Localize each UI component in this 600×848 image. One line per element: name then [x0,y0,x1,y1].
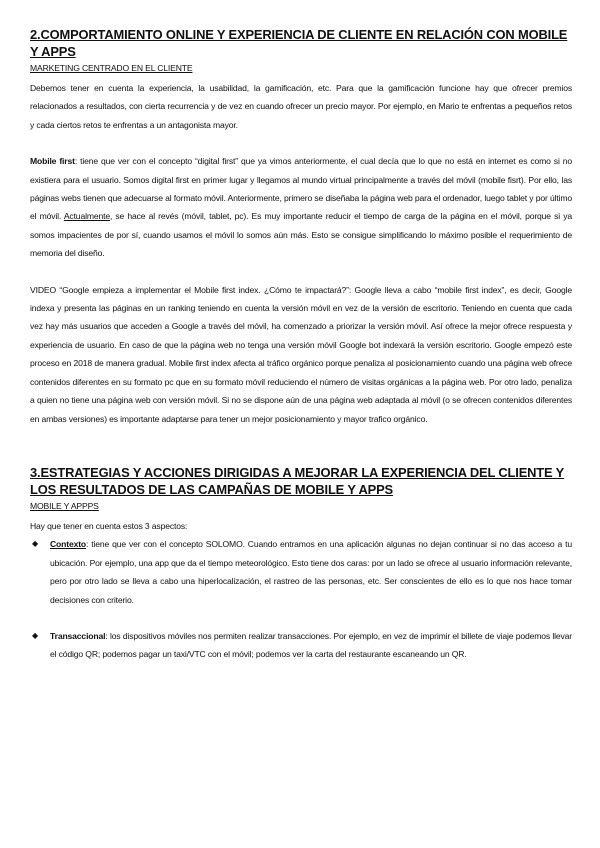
mobile-first-text-2: , se hace al revés (móvil, tablet, pc). Es muy importante reducir el tiempo de carga de la página en el móvil, porque si ya somos impacientes de por sí, cuando usamos el móvil lo somos aún más. Esto se consigue simplificando lo máximo posible el requerimiento de memoria del diseño. [30,211,572,259]
list-item-contexto [30,535,572,609]
mobile-first-label: Mobile first [30,156,75,167]
transaccional-text: : los dispositivos móviles nos permiten realizar transacciones. Por ejemplo, en vez de imprimir el billete de viaje podemos llevar el código QR; podemos pagar un taxi/VTC con el móvil; podemos ver la carta del restaurante escaneando un QR. [50,630,572,660]
section-2-subheading: MARKETING CENTRADO EN EL CLIENTE [30,63,193,73]
list-item-transaccional [30,627,572,664]
mobile-first-text-1: : tiene que ver con el concepto “digital first” que ya vimos anteriormente, el cual decía que lo que no está en internet es como si no existiera para el usuario. Somos digital first en primer lugar y llegamos al mundo virtual principalmente a través del móvil (mobile fisrt). Por ello, las páginas webs tienen que adecuarse al formato móvil. Anteriormente, primero se diseñaba la página web para el ordenador, luego tablet y por último el móvil. [30,156,572,222]
video-paragraph: VIDEO “Google empieza a implementar el Mobile first index. ¿Cómo te impactará?”: Google lleva a cabo “mobile first index”, es decir, Google indexa y presenta las páginas en un ranking teniendo en cuenta la versión móvil en vez de la versión de escritorio. Teniendo en cuenta que cada vez hay más usuarios que acceden a Google a través del móvil, ha comenzado a priorizar la versión móvil. Así ofrece la mejor ofrece respuesta y experiencia de usuario. En caso de que la página web no tenga una versión móvil Google bot indexará la versión escritorio. Google empezó este proceso en 2018 de manera gradual. Mobile first index afecta al tráfico orgánico porque penaliza al posicionamiento cuando una página web ofrece contenidos diferentes en su formato pc que en su formato móvil reduciendo el número de visitas orgánicas a la página web. Por otro lado, penaliza a quien no tiene una página web con versión móvil. Si no se dispone aún de una página web adaptada al móvil (o se ofrecen contenidos diferentes en ambas versiones) es importante adaptarse para tener un mejor posicionamiento y mayor trafico orgánico. [30,284,572,424]
mobile-first-paragraph [30,152,572,262]
aspects-intro: Hay que tener en cuenta estos 3 aspectos: [30,520,188,531]
section-3-heading: 3.ESTRATEGIAS Y ACCIONES DIRIGIDAS A MEJORAR LA EXPERIENCIA DEL CLIENTE Y LOS RESULTADOS DE LAS CAMPAÑAS DE MOBILE Y APPS [30,464,565,497]
contexto-text: : tiene que ver con el concepto SOLOMO. Cuando entramos en una aplicación algunas no dejan continuar si no das acceso a tu ubicación. Por ejemplo, una app que da el tiempo meteorológico. Esto tiene dos caras: por un lado se ofrece al usuario información relevante, pero por otro lado se lleva a cabo una hiperlocalización, el rastreo de las personas, etc. Ser conscientes de ello es lo que nos hace tomar decisiones con criterio. [50,539,572,605]
diamond-bullet-icon: ◆ [32,539,39,549]
customer-marketing-paragraph: Debemos tener en cuenta la experiencia, la usabilidad, la gamificación, etc. Para que la gamificación funcione hay que ofrecer premios relacionados a resultados, con cierta recurrencia y de vez en cuando ofrecer un precio mayor. Por ejemplo, en Mario te enfrentas a pequeños retos y cada ciertos retos te enfrentas a un antagonista mayor. [30,83,572,130]
contexto-label: Contexto [50,539,87,550]
document-page [30,26,572,664]
aspects-list [30,535,572,663]
diamond-bullet-icon: ◆ [32,630,39,640]
transaccional-label: Transaccional [50,630,106,641]
section-2-heading: 2.COMPORTAMIENTO ONLINE Y EXPERIENCIA DE CLIENTE EN RELACIÓN CON MOBILE Y APPS [30,27,568,59]
mobile-first-underlined-word: Actualmente [63,211,110,222]
section-3-subheading: MOBILE Y APPPS [30,500,99,511]
